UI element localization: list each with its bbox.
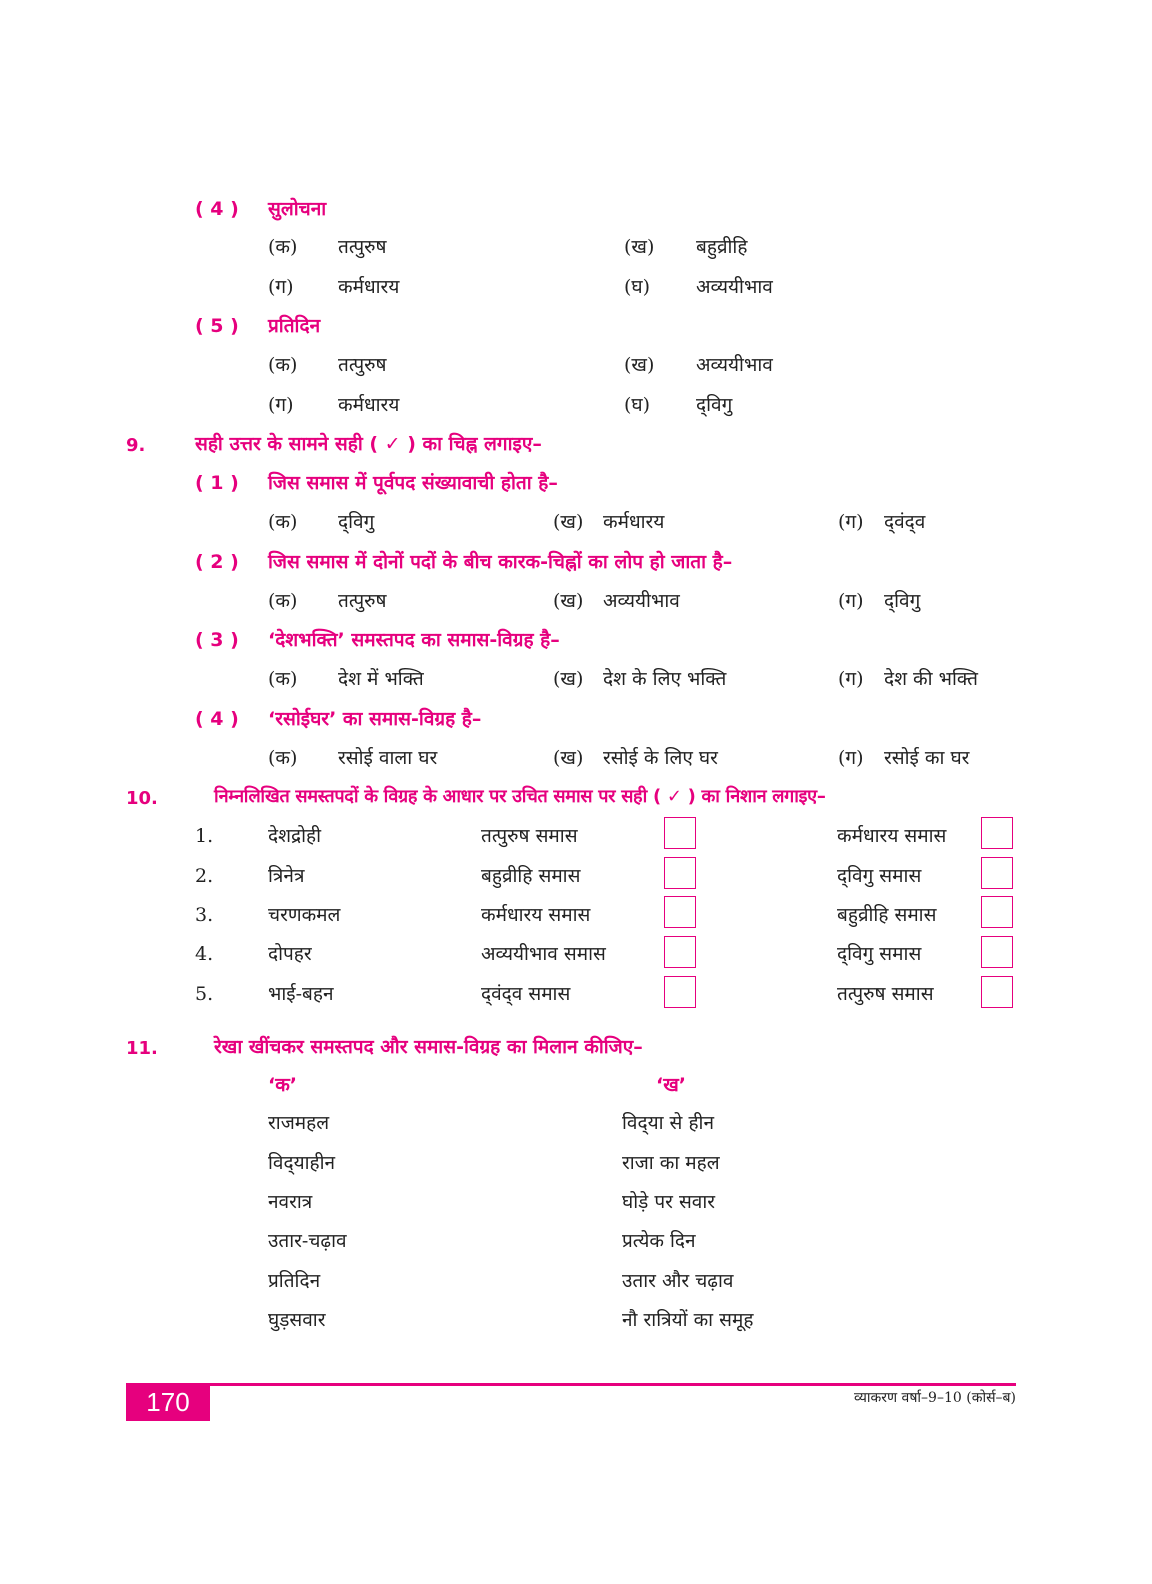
q11-instruction: रेखा खींचकर समस्तपद और समास-विग्रह का मिलान कीजिए– [214, 1036, 643, 1058]
q11-col-b-item: विद्‌या से हीन [622, 1112, 714, 1134]
q8-item5-option-label: (घ) [624, 394, 651, 416]
q10-checkbox-option2[interactable] [981, 976, 1013, 1008]
q10-row-option1: द्‌वंद्‌व समास [481, 983, 571, 1005]
q9-option-text: रसोई का घर [884, 747, 970, 769]
q9-option-label: (क) [268, 590, 298, 612]
q10-row-word: भाई-बहन [268, 983, 334, 1005]
q9-option-text: द्‌विगु [338, 511, 375, 533]
q10-checkbox-option1[interactable] [664, 896, 696, 928]
q10-row-option2: द्‌विगु समास [837, 943, 922, 965]
q11-col-a-item: राजमहल [268, 1112, 330, 1134]
q11-col-a-item: प्रतिदिन [268, 1270, 321, 1292]
q11-col-a-item: नवरात्र [268, 1191, 313, 1213]
q10-checkbox-option1[interactable] [664, 857, 696, 889]
q8-item4-number: ( 4 ) [195, 198, 239, 220]
q8-item4-option-text: तत्पुरुष [338, 236, 387, 258]
q10-instruction: निम्नलिखित समस्तपदों के विग्रह के आधार पर उचित समास पर सही ( ✓ ) का निशान लगाइए– [214, 786, 826, 807]
q10-checkbox-option1[interactable] [664, 936, 696, 968]
q9-option-label: (ख) [553, 747, 584, 769]
q9-option-text: रसोई के लिए घर [603, 747, 718, 769]
q10-row-number: 2. [195, 865, 214, 887]
q8-item4-option-label: (क) [268, 236, 298, 258]
q9-instruction: सही उत्तर के सामने सही ( ✓ ) का चिह्न लगाइए– [195, 433, 542, 455]
q9-option-text: द्‌वंद्‌व [884, 511, 926, 533]
q9-option-label: (क) [268, 511, 298, 533]
book-title: व्याकरण वर्षा–9–10 (कोर्स–ब) [853, 1390, 1016, 1406]
q10-row-number: 3. [195, 904, 214, 926]
q9-option-text: तत्पुरुष [338, 590, 387, 612]
q9-item-number: ( 4 ) [195, 708, 239, 730]
q8-item4-word: सुलोचना [268, 198, 327, 220]
q8-item4-option-text: कर्मधारय [338, 276, 400, 298]
q9-option-label: (ख) [553, 511, 584, 533]
q11-col-b-item: राजा का महल [622, 1152, 720, 1174]
q8-item5-word: प्रतिदिन [268, 315, 321, 337]
q8-item5-option-text: अव्ययीभाव [696, 354, 773, 376]
q9-option-text: रसोई वाला घर [338, 747, 438, 769]
q10-row-word: चरणकमल [268, 904, 341, 926]
q9-item-question: ‘देशभक्ति’ समस्तपद का समास-विग्रह है– [268, 629, 560, 651]
q11-column-a-header: ‘क’ [268, 1074, 298, 1096]
q8-item4-option-label: (ग) [268, 276, 294, 298]
q8-item4-option-text: अव्ययीभाव [696, 276, 773, 298]
q10-row-option1: अव्ययीभाव समास [481, 943, 606, 965]
q9-option-text: देश की भक्ति [884, 668, 978, 690]
q10-row-word: देशद्रोही [268, 825, 322, 847]
q10-row-option2: कर्मधारय समास [837, 825, 947, 847]
q8-item5-option-text: कर्मधारय [338, 394, 400, 416]
q9-option-label: (ग) [838, 668, 864, 690]
q8-item5-option-label: (ग) [268, 394, 294, 416]
footer-divider [126, 1383, 1016, 1386]
q9-option-label: (ग) [838, 747, 864, 769]
q9-item-number: ( 2 ) [195, 551, 239, 573]
q10-row-option1: कर्मधारय समास [481, 904, 591, 926]
q9-option-label: (ग) [838, 511, 864, 533]
q10-checkbox-option1[interactable] [664, 976, 696, 1008]
q10-checkbox-option2[interactable] [981, 857, 1013, 889]
q11-number: 11. [126, 1038, 158, 1059]
page-number: 170 [126, 1383, 210, 1421]
q10-row-number: 5. [195, 983, 214, 1005]
q8-item5-option-label: (क) [268, 354, 298, 376]
q11-col-b-item: प्रत्येक दिन [622, 1230, 696, 1252]
q9-option-text: देश के लिए भक्ति [603, 668, 727, 690]
q10-row-option2: बहुव्रीहि समास [837, 904, 937, 926]
q10-row-option2: द्‌विगु समास [837, 865, 922, 887]
q9-option-text: अव्ययीभाव [603, 590, 680, 612]
q10-row-word: त्रिनेत्र [268, 865, 305, 887]
q10-row-option1: तत्पुरुष समास [481, 825, 578, 847]
q10-checkbox-option2[interactable] [981, 896, 1013, 928]
q11-col-b-item: नौ रात्रियों का समूह [622, 1309, 754, 1331]
q11-col-b-item: उतार और चढ़ाव [622, 1270, 734, 1292]
q9-option-label: (ख) [553, 590, 584, 612]
q10-checkbox-option2[interactable] [981, 936, 1013, 968]
q8-item4-option-label: (घ) [624, 276, 651, 298]
q11-col-b-item: घोड़े पर सवार [622, 1191, 716, 1213]
q8-item4-option-text: बहुव्रीहि [696, 236, 748, 258]
q9-option-label: (ग) [838, 590, 864, 612]
q8-item5-option-label: (ख) [624, 354, 655, 376]
q10-checkbox-option1[interactable] [664, 817, 696, 849]
q9-option-text: द्‌विगु [884, 590, 921, 612]
q10-checkbox-option2[interactable] [981, 817, 1013, 849]
q10-row-word: दोपहर [268, 943, 312, 965]
q11-col-a-item: विद्‌याहीन [268, 1152, 336, 1174]
q9-option-label: (ख) [553, 668, 584, 690]
q10-row-number: 4. [195, 943, 214, 965]
q8-item5-option-text: द्‌विगु [696, 394, 733, 416]
q9-option-text: देश में भक्ति [338, 668, 424, 690]
q10-row-option2: तत्पुरुष समास [837, 983, 934, 1005]
q8-item5-number: ( 5 ) [195, 315, 239, 337]
q9-item-number: ( 1 ) [195, 472, 239, 494]
q10-row-option1: बहुव्रीहि समास [481, 865, 581, 887]
q9-item-number: ( 3 ) [195, 629, 239, 651]
q9-option-text: कर्मधारय [603, 511, 665, 533]
q11-col-a-item: घुड़सवार [268, 1309, 326, 1331]
q11-column-b-header: ‘ख’ [656, 1074, 686, 1096]
q9-option-label: (क) [268, 747, 298, 769]
q9-item-question: जिस समास में पूर्वपद संख्यावाची होता है– [268, 472, 558, 494]
q10-row-number: 1. [195, 825, 214, 847]
q9-option-label: (क) [268, 668, 298, 690]
q11-col-a-item: उतार-चढ़ाव [268, 1230, 347, 1252]
q9-number: 9. [126, 435, 146, 456]
q10-number: 10. [126, 788, 158, 809]
q9-item-question: जिस समास में दोनों पदों के बीच कारक-चिह्नों का लोप हो जाता है– [268, 551, 733, 573]
q8-item5-option-text: तत्पुरुष [338, 354, 387, 376]
q9-item-question: ‘रसोईघर’ का समास-विग्रह है– [268, 708, 482, 730]
q8-item4-option-label: (ख) [624, 236, 655, 258]
